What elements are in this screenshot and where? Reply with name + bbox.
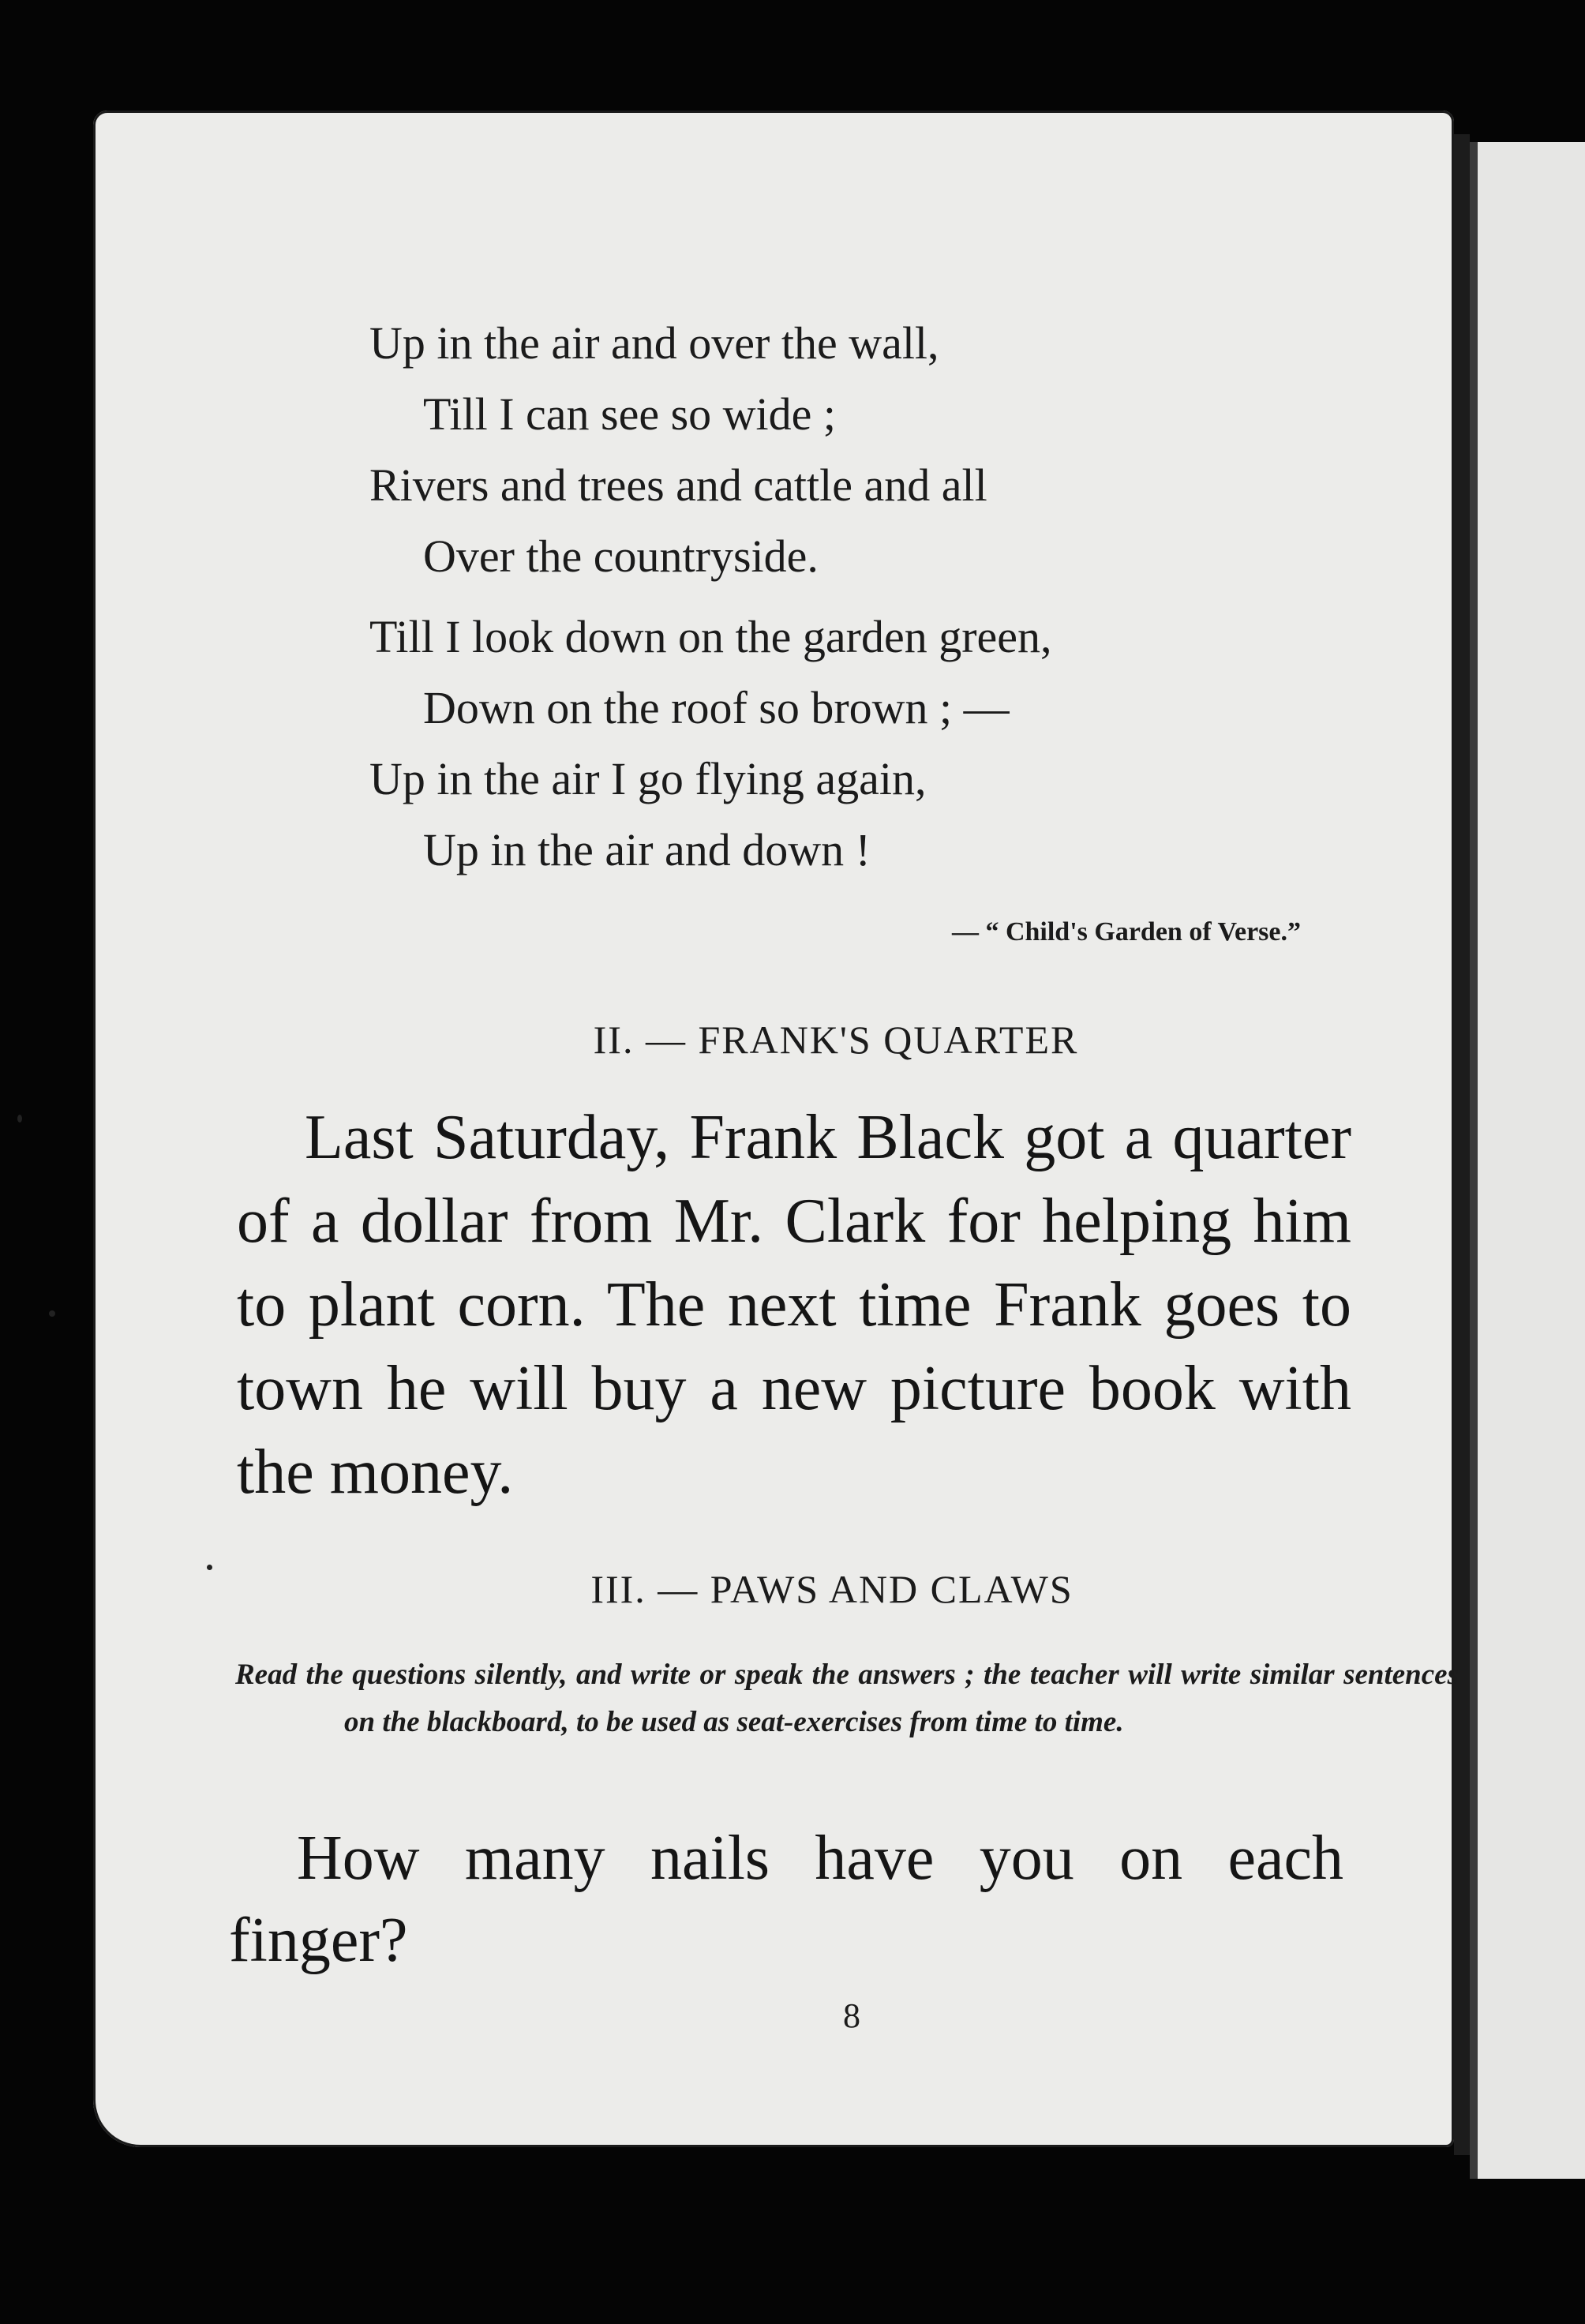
poem-attribution: — “ Child's Garden of Verse.” bbox=[951, 917, 1301, 946]
section-heading-paws-and-claws: III. — PAWS AND CLAWS bbox=[590, 1567, 1074, 1611]
poem-line: Till I can see so wide ; bbox=[423, 388, 837, 440]
exercise-instructions: Read the questions silently, and write or speak the answers ; the teacher will write similar sentences on the blackboard, to be used as seat-exercises from time to time. bbox=[235, 1659, 1459, 1738]
section-heading-franks-quarter: II. — FRANK'S QUARTER bbox=[593, 1018, 1079, 1062]
scan-speck bbox=[17, 1115, 22, 1123]
scan-speck bbox=[49, 1310, 55, 1317]
poem-line: Over the countryside. bbox=[423, 530, 819, 582]
facing-page-edge bbox=[1470, 142, 1585, 2179]
exercise-question: How many nails have you on each finger? bbox=[229, 1824, 1343, 1975]
story-paragraph: Last Saturday, Frank Black got a quarter of a dollar from Mr. Clark for helping him to plant corn. The next time Frank goes to town he will buy a new picture book with the money. bbox=[237, 1103, 1351, 1507]
poem-line: Up in the air and down ! bbox=[423, 824, 871, 875]
book-gutter bbox=[1454, 134, 1470, 2155]
poem-line: Down on the roof so brown ; — bbox=[423, 682, 1010, 733]
poem-line: Up in the air I go flying again, bbox=[369, 753, 927, 804]
poem bbox=[369, 308, 1052, 886]
poem-line: Up in the air and over the wall, bbox=[369, 317, 939, 369]
scan-speck bbox=[207, 1565, 212, 1570]
poem-line: Rivers and trees and cattle and all bbox=[369, 459, 987, 511]
page-number: 8 bbox=[843, 1996, 860, 2035]
stanza-gap bbox=[369, 592, 1052, 602]
poem-line: Till I look down on the garden green, bbox=[369, 611, 1052, 662]
